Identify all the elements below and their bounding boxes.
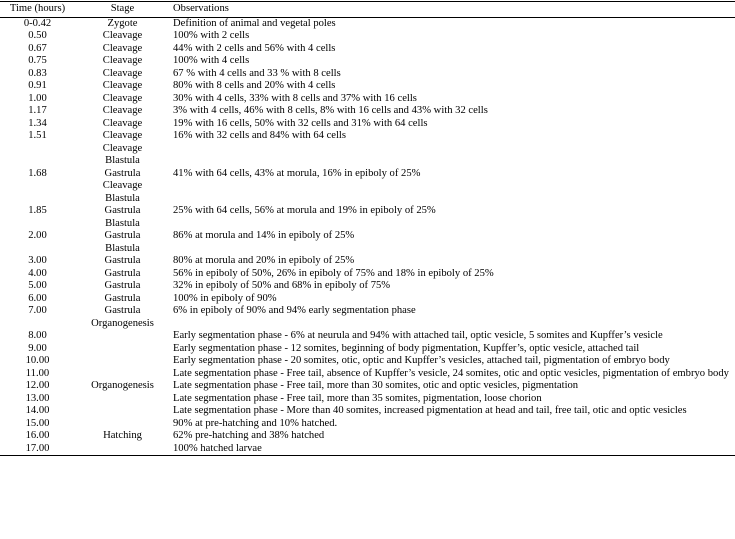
time-cell: 0.67 xyxy=(28,42,47,54)
observation-cell: 19% with 16 cells, 50% with 32 cells and 31% with 64 cells xyxy=(173,117,428,129)
table-row xyxy=(0,30,735,43)
table-row xyxy=(0,143,735,181)
table-row xyxy=(0,393,735,406)
stage-cell xyxy=(75,243,170,268)
stage-cell xyxy=(75,118,170,131)
table-row xyxy=(0,105,735,118)
time-cell: 7.00 xyxy=(28,305,47,316)
time-cell: 8.00 xyxy=(28,330,47,341)
time-cell: 12.00 xyxy=(25,380,50,391)
observation-cell: 6% in epiboly of 90% and 94% early segmentation phase xyxy=(173,305,416,316)
development-table xyxy=(0,1,735,456)
table-row xyxy=(0,330,735,343)
stage-cell xyxy=(75,43,170,56)
observation-cell: 41% with 64 cells, 43% at morula, 16% in epiboly of 25% xyxy=(173,167,421,179)
observation-cell: 90% at pre-hatching and 10% hatched. xyxy=(173,417,338,429)
stage-label: Gastrula xyxy=(104,230,141,241)
stage-label: Cleavage xyxy=(102,55,143,66)
time-cell: 10.00 xyxy=(25,355,50,366)
header-time: Time (hours) xyxy=(9,3,66,14)
time-cell: 15.00 xyxy=(25,417,50,429)
stage-cell xyxy=(75,93,170,106)
stage-label: Hatching xyxy=(103,430,142,441)
stage-label: Organogenesis xyxy=(91,380,154,391)
observation-cell: 80% with 8 cells and 20% with 4 cells xyxy=(173,80,336,91)
stage-label: Cleavage xyxy=(102,117,143,129)
time-cell: 0-0.42 xyxy=(23,17,52,29)
observation-cell: 67 % with 4 cells and 33 % with 8 cells xyxy=(173,67,341,79)
table-row xyxy=(0,293,735,306)
table-row xyxy=(0,418,735,431)
table-row xyxy=(0,180,735,218)
table-row xyxy=(0,405,735,418)
stage-cell xyxy=(75,143,170,181)
table-row xyxy=(0,130,735,143)
observation-cell: 100% with 4 cells xyxy=(173,55,250,66)
stage-cell xyxy=(75,405,170,418)
stage-label: Gastrula xyxy=(104,292,141,304)
time-cell: 13.00 xyxy=(25,392,50,404)
stage-label: Gastrula xyxy=(104,305,141,316)
stage-cell xyxy=(75,280,170,293)
stage-label: Cleavage xyxy=(102,130,143,141)
stage-label: Gastrula xyxy=(104,205,141,216)
stage-label: Cleavage xyxy=(102,105,143,116)
stage-cell xyxy=(75,105,170,118)
observation-cell: 100% hatched larvae xyxy=(173,442,262,454)
time-cell: 6.00 xyxy=(28,292,47,304)
stage-label: Cleavage xyxy=(102,67,143,79)
stage-cell xyxy=(75,380,170,393)
time-cell: 1.17 xyxy=(28,105,47,116)
stage-label: Gastrula xyxy=(104,280,141,291)
stage-label: Organogenesis xyxy=(91,317,154,329)
time-cell: 16.00 xyxy=(25,430,50,441)
time-cell: 9.00 xyxy=(28,342,47,354)
stage-label: Gastrula xyxy=(104,267,141,279)
stage-cell xyxy=(75,418,170,431)
stage-cell xyxy=(75,218,170,243)
observation-cell: 25% with 64 cells, 56% at morula and 19% in epiboly of 25% xyxy=(173,205,436,216)
observation-cell: 80% at morula and 20% in epiboly of 25% xyxy=(173,255,355,266)
table-row xyxy=(0,280,735,293)
time-cell: 0.83 xyxy=(28,67,47,79)
stage-label: Cleavage xyxy=(102,42,143,54)
table-row xyxy=(0,243,735,268)
table-row xyxy=(0,380,735,393)
stage-cell xyxy=(75,80,170,93)
stage-cell xyxy=(75,330,170,343)
observation-cell: 30% with 4 cells, 33% with 8 cells and 37% with 16 cells xyxy=(173,92,417,104)
stage-cell xyxy=(75,355,170,368)
stage-cell xyxy=(75,268,170,281)
table-row xyxy=(0,118,735,131)
observation-cell: Early segmentation phase - 20 somites, otic, optic and Kupffer’s vesicles, attached tail, pigmentation of embryo body xyxy=(173,355,670,366)
stage-cell xyxy=(75,68,170,81)
time-cell: 1.00 xyxy=(28,92,47,104)
stage-cell xyxy=(75,293,170,306)
header-stage: Stage xyxy=(110,3,135,14)
table-row xyxy=(0,430,735,443)
observation-cell: Late segmentation phase - More than 40 somites, increased pigmentation at head and tail, free tail, otic and optic vesicles xyxy=(173,405,687,416)
table-row xyxy=(0,43,735,56)
time-cell: 14.00 xyxy=(25,405,50,416)
observation-cell: Early segmentation phase - 6% at neurula and 94% with attached tail, optic vesicle, 5 somites and Kupffer’s vesicle xyxy=(173,330,663,341)
stage-label: Blastula xyxy=(105,155,140,166)
stage-cell xyxy=(75,305,170,330)
table-row xyxy=(0,443,735,456)
observation-cell: Early segmentation phase - 12 somites, beginning of body pigmentation, Kupffer’s, optic vesicle, attached tail xyxy=(173,342,640,354)
stage-cell xyxy=(75,430,170,443)
stage-cell xyxy=(75,30,170,43)
observation-cell: 44% with 2 cells and 56% with 4 cells xyxy=(173,42,336,54)
observation-cell: 3% with 4 cells, 46% with 8 cells, 8% with 16 cells and 43% with 32 cells xyxy=(173,105,488,116)
time-cell: 0.91 xyxy=(28,80,47,91)
time-cell: 1.85 xyxy=(28,205,47,216)
stage-cell xyxy=(75,368,170,381)
observation-cell: Late segmentation phase - Free tail, more than 30 somites, otic and optic vesicles, pigmentation xyxy=(173,380,579,391)
table-body xyxy=(0,17,735,456)
stage-label: Gastrula xyxy=(104,255,141,266)
table-row xyxy=(0,268,735,281)
time-cell: 5.00 xyxy=(28,280,47,291)
stage-label: Blastula xyxy=(105,242,140,254)
time-cell: 4.00 xyxy=(28,267,47,279)
time-cell: 17.00 xyxy=(25,442,50,454)
stage-label: Zygote xyxy=(107,17,138,29)
table-row xyxy=(0,68,735,81)
time-cell: 3.00 xyxy=(28,255,47,266)
stage-label: Cleavage xyxy=(102,80,143,91)
stage-cell xyxy=(75,180,170,218)
stage-label: Cleavage xyxy=(102,30,143,41)
observation-cell: 100% with 2 cells xyxy=(173,30,250,41)
observation-cell: 100% in epiboly of 90% xyxy=(173,292,277,304)
table-row xyxy=(0,343,735,356)
stage-cell xyxy=(75,343,170,356)
observation-cell: 86% at morula and 14% in epiboly of 25% xyxy=(173,230,355,241)
time-cell: 1.34 xyxy=(28,117,47,129)
table-row xyxy=(0,17,735,30)
table-row xyxy=(0,355,735,368)
time-cell: 1.68 xyxy=(28,167,47,179)
stage-cell xyxy=(75,443,170,456)
table-row xyxy=(0,80,735,93)
header-row xyxy=(0,2,735,18)
stage-cell xyxy=(75,393,170,406)
stage-cell xyxy=(75,130,170,143)
observation-cell: 16% with 32 cells and 84% with 64 cells xyxy=(173,130,347,141)
observation-cell: 32% in epiboly of 50% and 68% in epiboly of 75% xyxy=(173,280,391,291)
table-row xyxy=(0,368,735,381)
time-cell: 1.51 xyxy=(28,130,47,141)
observation-cell: 62% pre-hatching and 38% hatched xyxy=(173,430,325,441)
observation-cell: Definition of animal and vegetal poles xyxy=(173,17,336,29)
observation-cell: Late segmentation phase - Free tail, absence of Kupffer’s vesicle, 24 somites, otic and optic vesicles, pigmentation of embryo body xyxy=(173,367,729,379)
stage-label: Blastula xyxy=(105,192,140,204)
header-observations: Observations xyxy=(173,3,229,14)
time-cell: 0.50 xyxy=(28,30,47,41)
stage-label: Gastrula xyxy=(104,167,141,179)
time-cell: 0.75 xyxy=(28,55,47,66)
stage-label: Cleavage xyxy=(102,142,143,154)
stage-label: Cleavage xyxy=(102,180,143,191)
observation-cell: 56% in epiboly of 50%, 26% in epiboly of 75% and 18% in epiboly of 25% xyxy=(173,267,494,279)
stage-cell xyxy=(75,55,170,68)
stage-cell xyxy=(75,17,170,30)
table-row xyxy=(0,93,735,106)
observation-cell: Late segmentation phase - Free tail, more than 35 somites, pigmentation, loose chorion xyxy=(173,392,542,404)
time-cell: 2.00 xyxy=(28,230,47,241)
table-row xyxy=(0,218,735,243)
time-cell: 11.00 xyxy=(25,367,50,379)
table-row xyxy=(0,305,735,330)
stage-label: Cleavage xyxy=(102,92,143,104)
table-row xyxy=(0,55,735,68)
stage-label: Blastula xyxy=(105,217,140,229)
